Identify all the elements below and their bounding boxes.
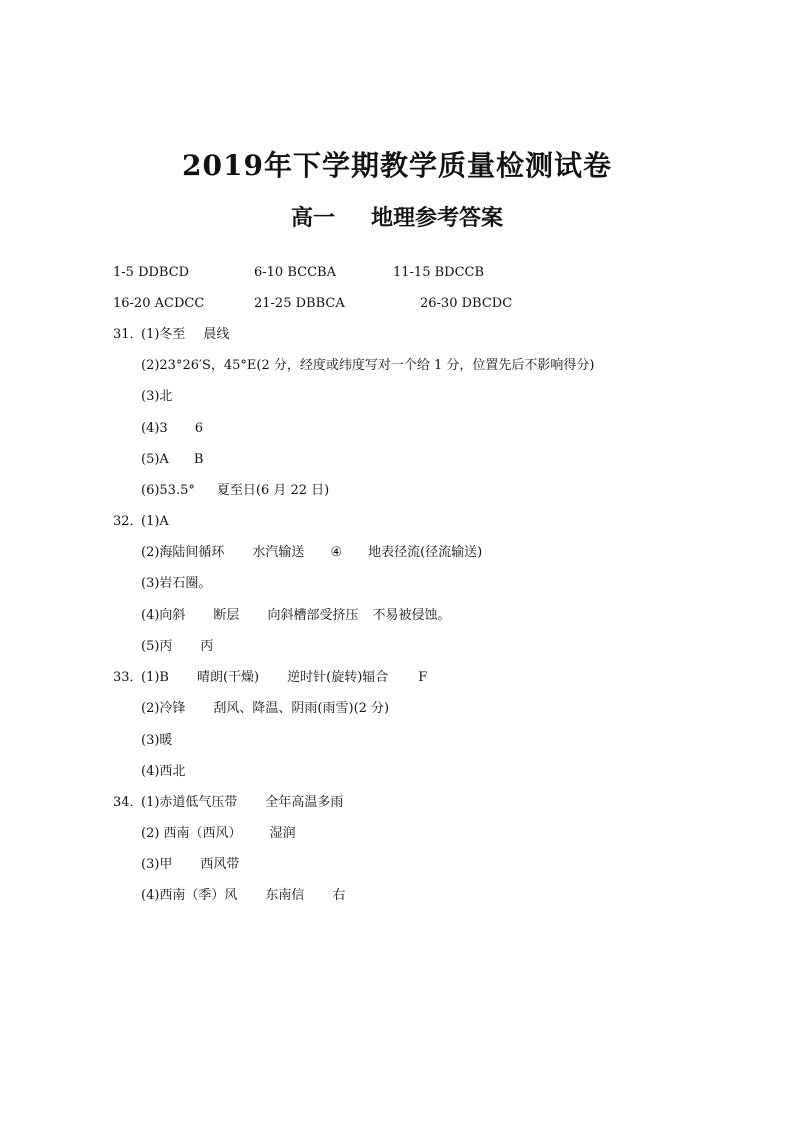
answer-part: 西风带 — [200, 857, 240, 872]
answer-part: (3)暖 — [141, 733, 173, 748]
answer-part: (5)丙 — [141, 639, 173, 654]
answer-part: 右 — [332, 888, 346, 903]
answer-line — [141, 794, 343, 812]
subtitle-subject: 地理参考答案 — [371, 205, 504, 231]
answer-part: (3)甲 — [141, 857, 173, 872]
answer-line — [141, 388, 172, 406]
answer-part: (3)北 — [141, 389, 173, 404]
answer-part: 东南信 — [265, 888, 305, 903]
mc-answer: 11-15 BDCCB — [393, 265, 485, 280]
answer-line — [141, 887, 345, 905]
answer-line — [141, 451, 203, 469]
answer-line — [141, 825, 296, 843]
answer-line — [141, 482, 329, 500]
answer-part: 地表径流(径流输送) — [368, 545, 483, 560]
answer-part: (2)23°26′S，45°E(2 分，经度或纬度写对一个给 1 分，位置先后不影响得分) — [141, 358, 595, 373]
answer-part: (3)岩石圈。 — [141, 576, 212, 591]
answer-part: (2)海陆间循环 — [141, 545, 225, 560]
answer-line — [141, 575, 211, 593]
question-number: 33． — [113, 670, 143, 685]
mc-answer: 6-10 BCCBA — [254, 265, 336, 280]
answer-part: 断层 — [213, 608, 240, 623]
answer-line — [141, 326, 229, 344]
answer-line — [141, 513, 169, 531]
answer-line — [141, 763, 185, 781]
answer-part: 水汽输送 — [252, 545, 305, 560]
answer-part: (5)A — [141, 452, 169, 467]
answer-part: 夏至日(6 月 22 日) — [216, 483, 330, 498]
answer-part: 不易被侵蚀。 — [372, 608, 451, 623]
answer-part: (2)冷锋 — [141, 701, 186, 716]
answer-part: 逆时针(旋转)辐合 — [287, 670, 389, 685]
mc-answer: 26-30 DBCDC — [420, 296, 513, 311]
mc-answer: 21-25 DBBCA — [254, 296, 345, 311]
answer-part: (4)西南（季）风 — [141, 888, 238, 903]
answer-part: 晨线 — [203, 327, 230, 342]
answer-part: (1)冬至 — [141, 327, 186, 342]
question-number: 31． — [113, 327, 143, 342]
answer-part: 全年高温多雨 — [265, 795, 344, 810]
answer-line — [141, 420, 203, 438]
answer-part: (1)B — [141, 670, 169, 685]
answer-part: 晴朗(干燥) — [196, 670, 260, 685]
answer-part: B — [193, 452, 204, 467]
answer-part: (1)A — [141, 514, 169, 529]
answer-part: (4)3 — [141, 421, 168, 436]
answer-part: (1)赤道低气压带 — [141, 795, 238, 810]
answer-line — [141, 638, 213, 656]
mc-answer: 1-5 DDBCD — [113, 265, 190, 280]
answer-line — [141, 669, 427, 687]
answer-part: 向斜槽部受挤压 — [267, 608, 359, 623]
answer-line — [141, 607, 450, 625]
answer-part: (4)西北 — [141, 764, 186, 779]
answer-line — [141, 544, 482, 562]
answer-part: 湿润 — [269, 826, 296, 841]
answer-part: (2) 西南（西风） — [141, 826, 242, 841]
question-number: 32． — [113, 514, 143, 529]
answer-part: 丙 — [200, 639, 214, 654]
page-subtitle — [0, 201, 794, 232]
answer-line — [141, 732, 172, 750]
answer-part: ④ — [330, 545, 343, 560]
answer-part: (6)53.5° — [141, 483, 195, 498]
answer-line — [141, 856, 239, 874]
answer-line — [141, 357, 594, 375]
mc-answer: 16-20 ACDCC — [113, 296, 205, 311]
answer-part: (4)向斜 — [141, 608, 186, 623]
page-title: 2019年下学期教学质量检测试卷 — [182, 149, 612, 182]
answer-part: 刮风、降温、阴雨(雨雪)(2 分) — [213, 701, 390, 716]
subtitle-grade: 高一 — [290, 205, 335, 231]
answer-part: F — [418, 670, 428, 685]
question-number: 34． — [113, 795, 143, 810]
answer-part: 6 — [194, 421, 203, 436]
answer-line — [141, 700, 389, 718]
